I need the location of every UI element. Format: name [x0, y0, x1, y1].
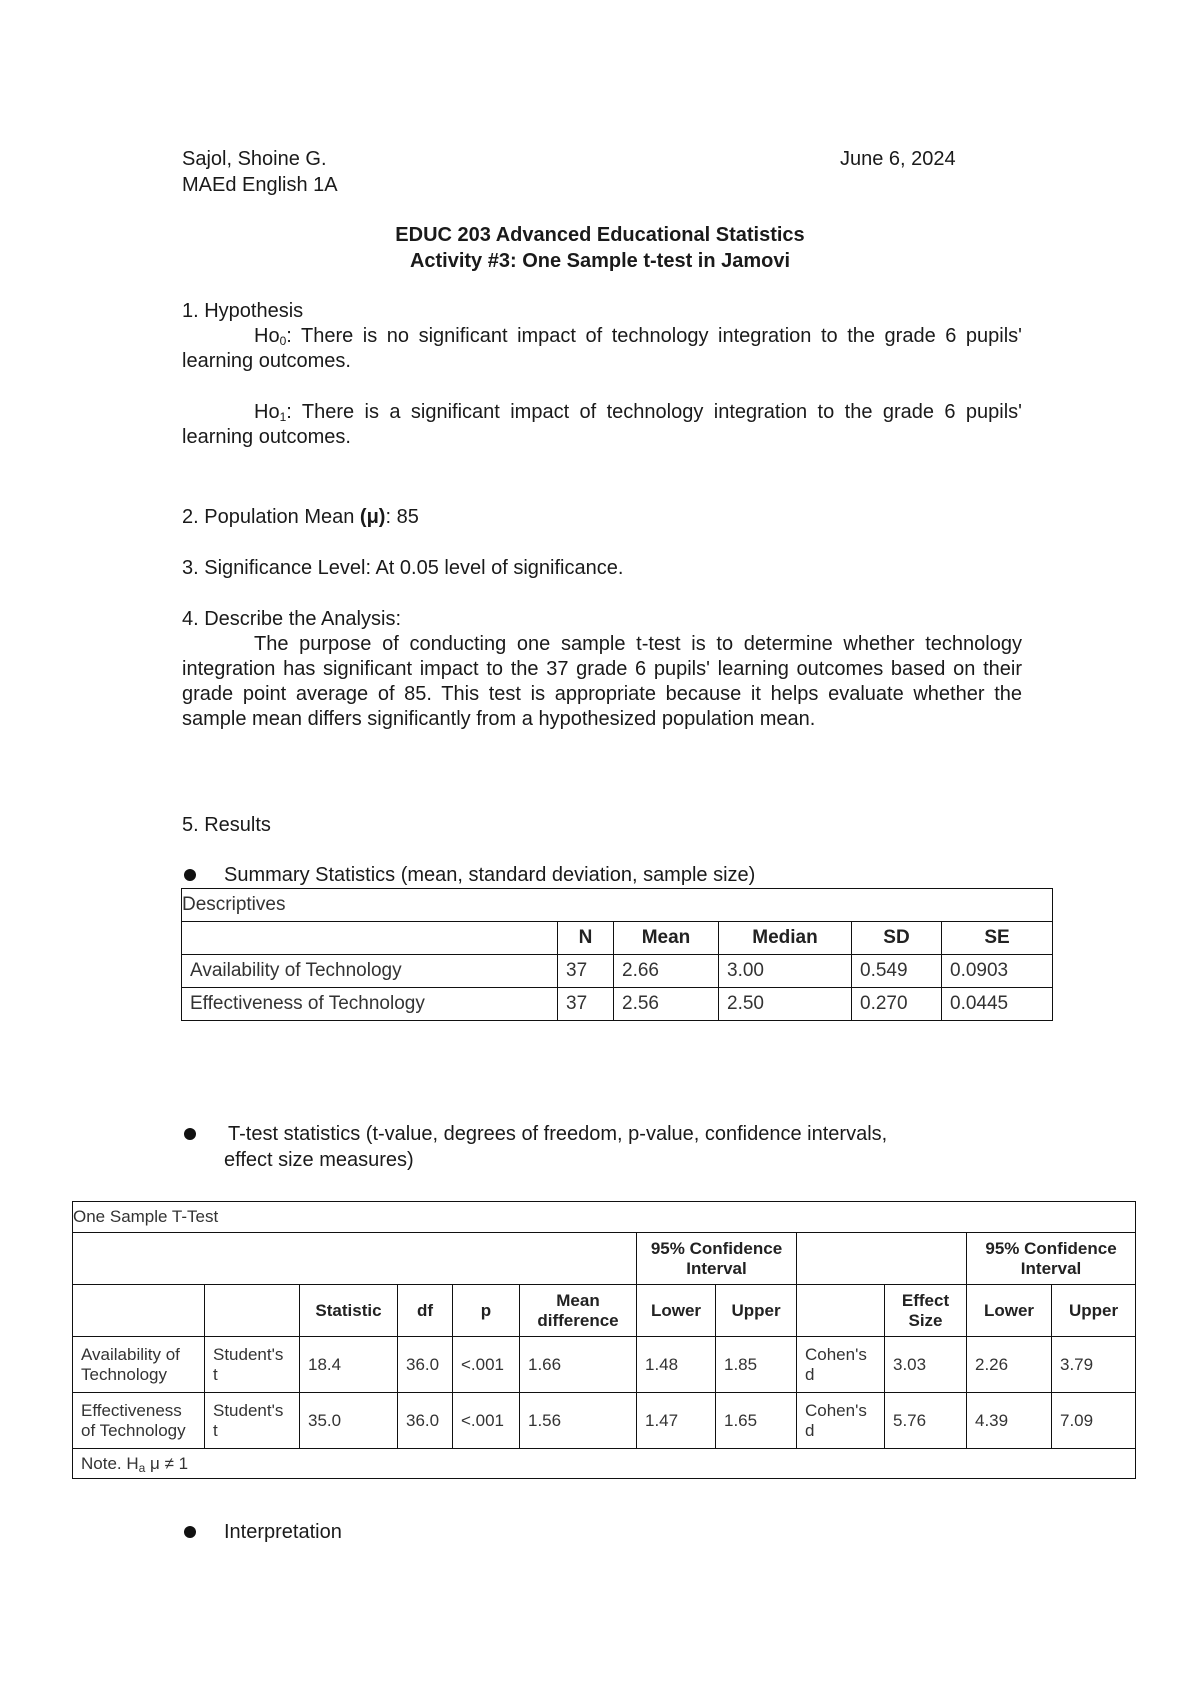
ttest-statistics-label-cont: effect size measures): [224, 1149, 414, 1171]
descriptives-header-row: N Mean Median SD SE: [182, 922, 1053, 955]
results-heading: 5. Results: [182, 814, 271, 836]
ttest-note: Note. $H_a$ μ ≠ 1: [73, 1449, 1136, 1479]
document-date: June 6, 2024: [840, 148, 956, 170]
one-sample-ttest-table: [72, 1201, 1136, 1479]
summary-statistics-label: Summary Statistics (mean, standard deviation, sample size): [224, 864, 756, 886]
bullet-icon: [184, 1526, 196, 1538]
null-hypothesis: $Ho_0$: There is no significant impact of technology integration to the grade 6 pupils' learning outcomes.: [182, 325, 1022, 372]
program-label: MAEd English 1A: [182, 174, 338, 196]
table-row: Availability of Technology Student's t 18.4 36.0 <.001 1.66 1.48 1.85 Cohen's d 3.03 2.26 3.79: [73, 1337, 1136, 1393]
table-row: Effectiveness of Technology Student's t 35.0 36.0 <.001 1.56 1.47 1.65 Cohen's d 5.76 4.39 7.09: [73, 1393, 1136, 1449]
ci-header-row: [73, 1233, 1136, 1285]
descriptives-table: [181, 888, 1053, 1021]
ci-group-header-effect: 95% Confidence Interval: [967, 1233, 1136, 1285]
hypothesis-heading: 1. Hypothesis: [182, 300, 304, 322]
population-mean: 2. Population Mean (μ): 85: [182, 506, 419, 528]
significance-level: 3. Significance Level: At 0.05 level of significance.: [182, 557, 624, 579]
activity-title: Activity #3: One Sample t-test in Jamovi: [409, 250, 791, 272]
descriptives-caption: Descriptives: [182, 889, 1053, 922]
ttest-note-row: [73, 1449, 1136, 1479]
bullet-icon: [184, 869, 196, 881]
table-row: Effectiveness of Technology 37 2.56 2.50 0.270 0.0445: [182, 988, 1053, 1021]
ttest-header-row: Statistic df p Mean difference Lower Upper Effect Size Lower Upper: [73, 1285, 1136, 1337]
analysis-text: The purpose of conducting one sample t-test is to determine whether technology integration has significant impact to the 37 grade 6 pupils' learning outcomes based on their grade point average of 85. This test is appropriate because it helps evaluate whether the sample mean differs significantly from a hypothesized population mean.: [182, 633, 1022, 730]
bullet-icon: [184, 1128, 196, 1140]
alternative-hypothesis: $Ho_1$: There is a significant impact of technology integration to the grade 6 pupils' learning outcomes.: [182, 401, 1022, 448]
course-title: EDUC 203 Advanced Educational Statistics: [395, 224, 805, 246]
interpretation-label: Interpretation: [224, 1521, 342, 1543]
ttest-caption: One Sample T-Test: [73, 1202, 1136, 1233]
ttest-statistics-label: T-test statistics (t-value, degrees of freedom, p-value, confidence intervals,: [228, 1123, 888, 1145]
table-row: Availability of Technology 37 2.66 3.00 0.549 0.0903: [182, 955, 1053, 988]
student-name: Sajol, Shoine G.: [182, 148, 327, 170]
analysis-heading: 4. Describe the Analysis:: [182, 608, 401, 630]
ci-group-header: 95% Confidence Interval: [637, 1233, 797, 1285]
